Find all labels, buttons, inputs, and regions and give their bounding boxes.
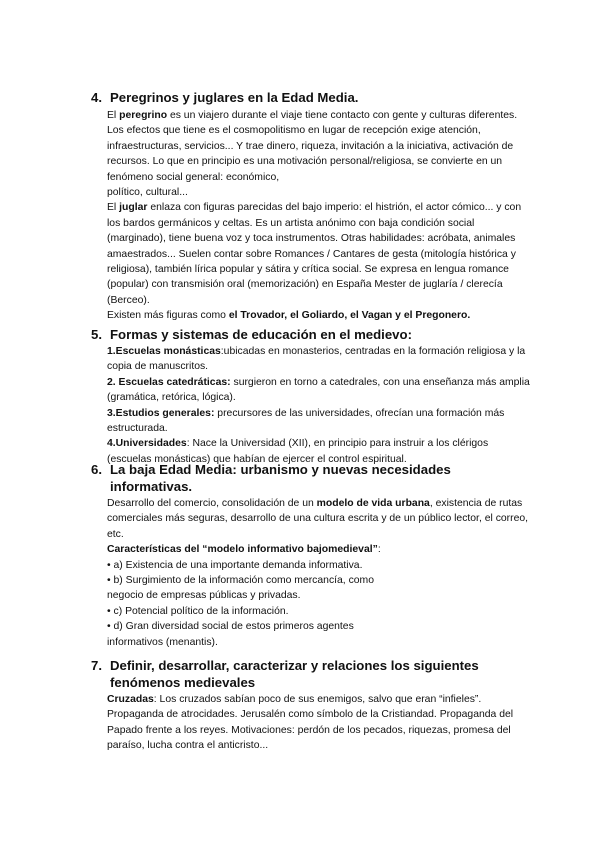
section-5-heading: [91, 326, 531, 343]
bold-term: el Trovador, el Goliardo, el Vagan y el Pregonero.: [228, 310, 471, 322]
bold-term: Cruzadas: [107, 694, 154, 705]
paragraph-figuras: [107, 308, 531, 323]
bold-term: juglar: [119, 202, 148, 214]
section-7-heading: [91, 657, 531, 691]
section-4-body: [91, 108, 531, 324]
section-6-body: [91, 496, 531, 650]
list-item: [107, 375, 531, 406]
text: enlaza con figuras parecidas del bajo imperio: el histrión, el actor cómico... y con los bardos germánicos y celtas. Es un artista anónimo con baja condición social (marginado), tiene buena voz y toca instrumentos. Otras habilidades: acróbata, animales amaestrados... Suelen contar sobre Romances / Cantares de gesta (mitología histórica y religiosa), también lírica popular y sátira y crítica social. Se expresa en lengua romance (popular) con transmisión oral (memorización) en España Mester de juglaría / clerecía (Berceo).: [107, 202, 522, 306]
section-5-body: [91, 344, 531, 467]
section-title: Peregrinos y juglares en la Edad Media.: [110, 90, 359, 105]
section-6-heading: [91, 461, 531, 495]
bullet-line: informativos (menantis).: [107, 636, 218, 648]
item-label: 1.Escuelas monásticas: [107, 346, 221, 357]
list-item: [107, 406, 531, 437]
bullet-line: • d) Gran diversidad social de estos primeros agentes: [107, 621, 354, 633]
text: :: [377, 544, 381, 556]
text: es un viajero durante el viaje tiene contacto con gente y culturas diferentes. Los efectos que tiene es el cosmopolitismo en lugar de recepción exige atención, infraestructuras, servicios... Y trae dinero, riqueza, invitación a la iniciativa, activación de recursos. Lo que en principio es una motivación personal/religiosa, se convierte en un fenómeno social general: económico,: [107, 110, 518, 183]
section-title: Formas y sistemas de educación en el medievo:: [110, 327, 412, 342]
bold-term: peregrino: [119, 110, 168, 121]
text: El: [107, 110, 120, 121]
item-label: 3.Estudios generales:: [107, 407, 215, 419]
section-6: [91, 461, 531, 650]
section-number: 4.: [91, 90, 102, 105]
text: El: [107, 202, 120, 214]
item-text: : Nace la Universidad (XII), en principio para instruir a los clérigos (escuelas monásticas) que habían de ejercer el control espiritual.: [107, 438, 489, 465]
item-text: precursores de las universidades, ofrecían una formación más estructurada.: [107, 407, 505, 435]
section-5: [91, 326, 531, 467]
bullet-line: • c) Potencial político de la información.: [107, 605, 289, 617]
bold-term: modelo de vida urbana: [316, 498, 430, 509]
item-text: surgieron en torno a catedrales, con una enseñanza más amplia (gramática, retórica, lógica).: [107, 376, 530, 404]
paragraph-urbano: [107, 496, 531, 542]
section-4: [91, 89, 531, 324]
item-label: 4.Universidades: [107, 438, 187, 450]
paragraph-juglar: [107, 200, 531, 308]
item-text: :ubicadas en monasterios, centradas en la formación religiosa y la copia de manuscritos.: [107, 346, 526, 373]
bold-term: Características del “modelo informativo bajomedieval”: [107, 544, 378, 556]
paragraph-cruzadas: [107, 692, 531, 754]
section-title: La baja Edad Media: urbanismo y nuevas necesidades informativas.: [110, 462, 451, 494]
list-item: [107, 344, 531, 375]
section-title: Definir, desarrollar, caracterizar y relaciones los siguientes fenómenos medievales: [110, 658, 479, 690]
bullet-line: • b) Surgimiento de la información como mercancía, como: [107, 575, 374, 587]
item-label: 2. Escuelas catedráticas:: [107, 376, 231, 388]
text: : Los cruzados sabían poco de sus enemigos, salvo que eran “infieles”. Propaganda de atrocidades. Jerusalén como símbolo de la Cristiandad. Propaganda del Papado frente a los reyes. Motivaciones: perdón de los pecados, riquezas, promesa del paraíso, lucha contra el anticristo...: [107, 694, 514, 752]
text: Desarrollo del comercio, consolidación de un: [107, 498, 317, 509]
section-number: 5.: [91, 327, 102, 342]
section-number: 6.: [91, 462, 102, 477]
section-7: [91, 657, 531, 754]
section-4-heading: [91, 89, 531, 106]
bullet-line: negocio de empresas públicas y privadas.: [107, 590, 301, 602]
text: Existen más figuras como: [107, 310, 229, 322]
characteristics-heading: [107, 542, 531, 557]
bullet-line: • a) Existencia de una importante demanda informativa.: [107, 559, 363, 571]
section-7-body: [91, 692, 531, 754]
paragraph-politico: político, cultural...: [107, 187, 188, 199]
section-number: 7.: [91, 658, 102, 673]
text: , existencia de rutas comerciales más seguras, desarrollo de una cultura escrita y de un público lector, el correo, etc.: [107, 498, 529, 540]
paragraph-peregrino: [107, 108, 531, 185]
